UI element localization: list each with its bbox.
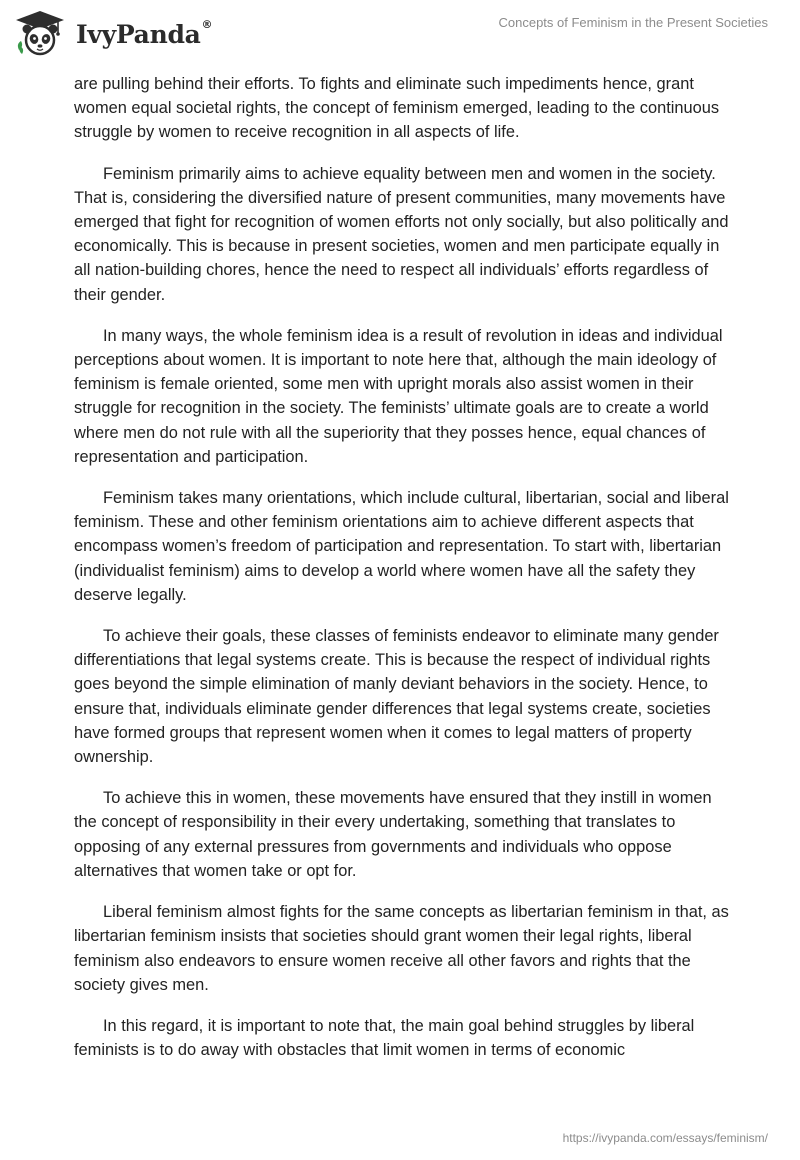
essay-body	[74, 72, 734, 1079]
brand-name	[76, 17, 213, 49]
paragraph: Feminism takes many orientations, which include cultural, libertarian, social and liberal feminism. These and other feminism orientations aim to achieve different aspects that encompass women’s freedom of participation and representation. To start with, libertarian (individualist feminism) aims to develop a world where women have all the safety they deserve legally.	[74, 489, 729, 604]
registered-mark: ®	[201, 17, 213, 31]
paragraph: Liberal feminism almost fights for the same concepts as libertarian feminism in that, as libertarian feminism insists that societies should grant women their legal rights, liberal feminism also endeavors to ensure women receive all other favors and rights that the society gives men.	[74, 903, 729, 994]
paragraph: To achieve this in women, these movements have ensured that they instill in women the concept of responsibility in their every undertaking, something that translates to opposing of any external pressures from governments and individuals who oppose alternatives that women take or opt for.	[74, 789, 712, 880]
panda-graduate-icon	[14, 10, 66, 58]
page-header	[0, 0, 800, 70]
paragraph: Feminism primarily aims to achieve equality between men and women in the society. That is, considering the diversified nature of present communities, many movements have emerged that fight for recognition of women efforts not only socially, but also politically and economically. This is because in present societies, women and men participate equally in all nation-building chores, hence the need to respect all individuals’ efforts regardless of their gender.	[74, 164, 729, 304]
paragraph: To achieve their goals, these classes of feminists endeavor to eliminate many gender differentiations that legal systems create. This is because the respect of individual rights goes beyond the simple elimination of manly deviant behaviors in the society. Hence, to ensure that, individuals eliminate gender differences that legal systems create, societies have formed groups that represent women when it comes to legal matters of property ownership.	[74, 627, 719, 767]
document-title: Concepts of Feminism in the Present Societies	[498, 15, 768, 30]
paragraph: In this regard, it is important to note that, the main goal behind struggles by liberal feminists is to do away with obstacles that limit women in terms of economic	[74, 1016, 695, 1060]
brand-name-text: IvyPanda	[76, 19, 201, 49]
source-url-link[interactable]: https://ivypanda.com/essays/feminism/	[562, 1131, 768, 1145]
paragraph: In many ways, the whole feminism idea is a result of revolution in ideas and individual perceptions about women. It is important to note here that, although the main ideology of feminism is female oriented, some men with upright morals also assist women in their struggle for recognition in the society. The feminists’ ultimate goals are to create a world where men do not rule with all the superiority that they posses hence, equal chances of representation and participation.	[74, 326, 723, 466]
ivypanda-logo[interactable]	[14, 10, 212, 58]
paragraph: are pulling behind their efforts. To fights and eliminate such impediments hence, grant women equal societal rights, the concept of feminism emerged, leading to the continuous struggle by women to receive recognition in all aspects of life.	[74, 75, 720, 142]
